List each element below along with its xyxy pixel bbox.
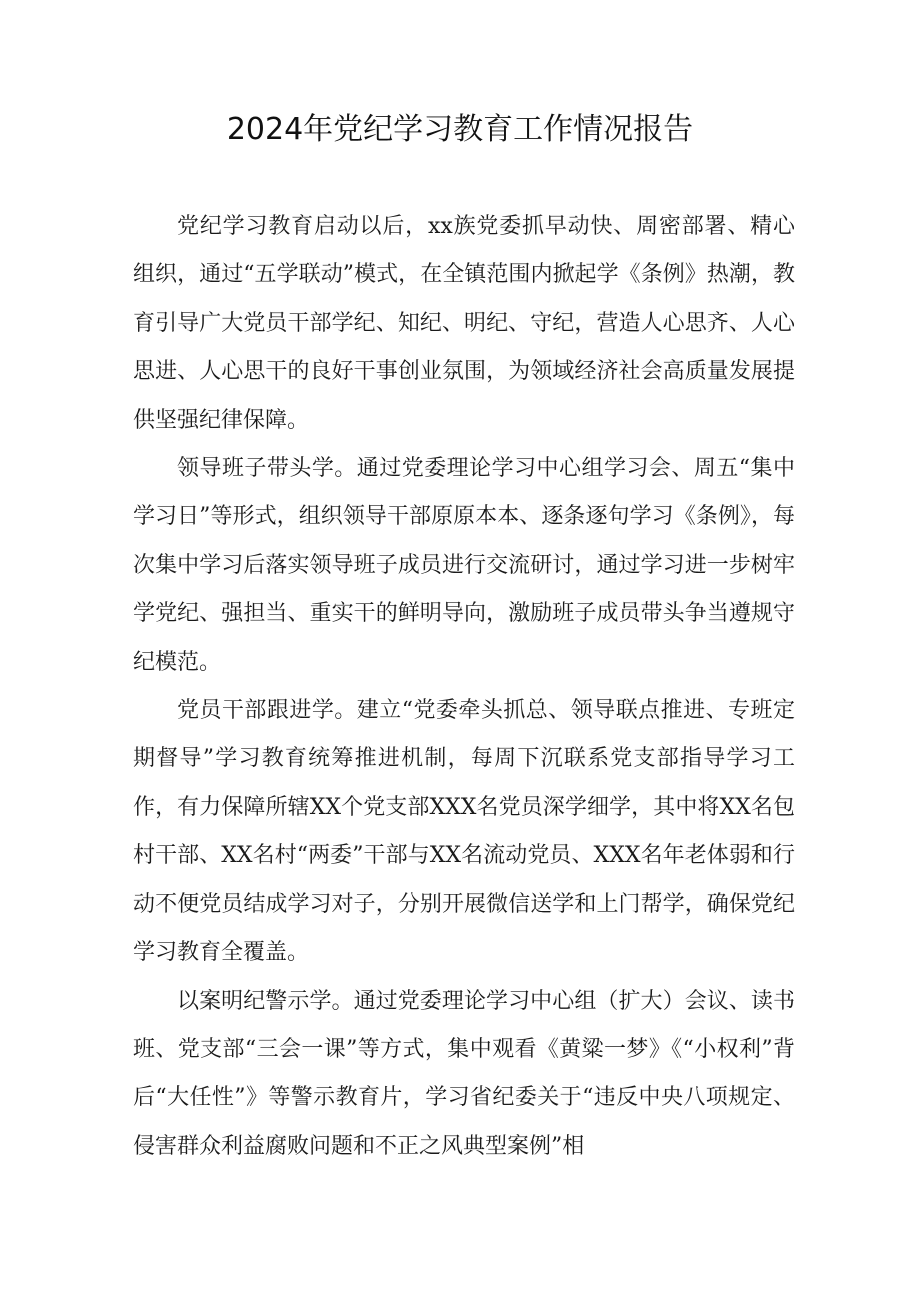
document-title: 2024年党纪学习教育工作情况报告 <box>226 112 694 147</box>
paragraph-cadre-study: 党员干部跟进学。建立“党委牵头抓总、领导联点推进、专班定期督导”学习教育统筹推进机制，每周下沉联系党支部指导学习工作，有力保障所辖XX个党支部XXX名党员深学细学，其中将XX名包村干部、XX名村“两委”干部与XX名流动党员、XXX名年老体弱和行动不便党员结成学习对子，分别开展微信送学和上门帮学，确保党纪学习教育全覆盖。 <box>133 698 795 966</box>
document-body <box>133 203 795 1171</box>
paragraph-intro: 党纪学习教育启动以后，xx族党委抓早动快、周密部署、精心组织，通过“五学联动”模式，在全镇范围内掀起学《条例》热潮，教育引导广大党员干部学纪、知纪、明纪、守纪，营造人心思齐、人心思进、人心思干的良好干事创业氛围，为领域经济社会高质量发展提供坚强纪律保障。 <box>133 214 795 433</box>
paragraph-case-warning-study: 以案明纪警示学。通过党委理论学习中心组（扩大）会议、读书班、党支部“三会一课”等方式，集中观看《黄粱一梦》《“小权利”背后“大任性”》等警示教育片，学习省纪委关于“违反中央八项规定、侵害群众利益腐败问题和不正之风典型案例”相 <box>133 988 795 1159</box>
paragraph-leadership-study: 领导班子带头学。通过党委理论学习中心组学习会、周五“集中学习日”等形式，组织领导干部原原本本、逐条逐句学习《条例》，每次集中学习后落实领导班子成员进行交流研讨，通过学习进一步树牢学党纪、强担当、重实干的鲜明导向，激励班子成员带头争当遵规守纪模范。 <box>133 456 795 675</box>
